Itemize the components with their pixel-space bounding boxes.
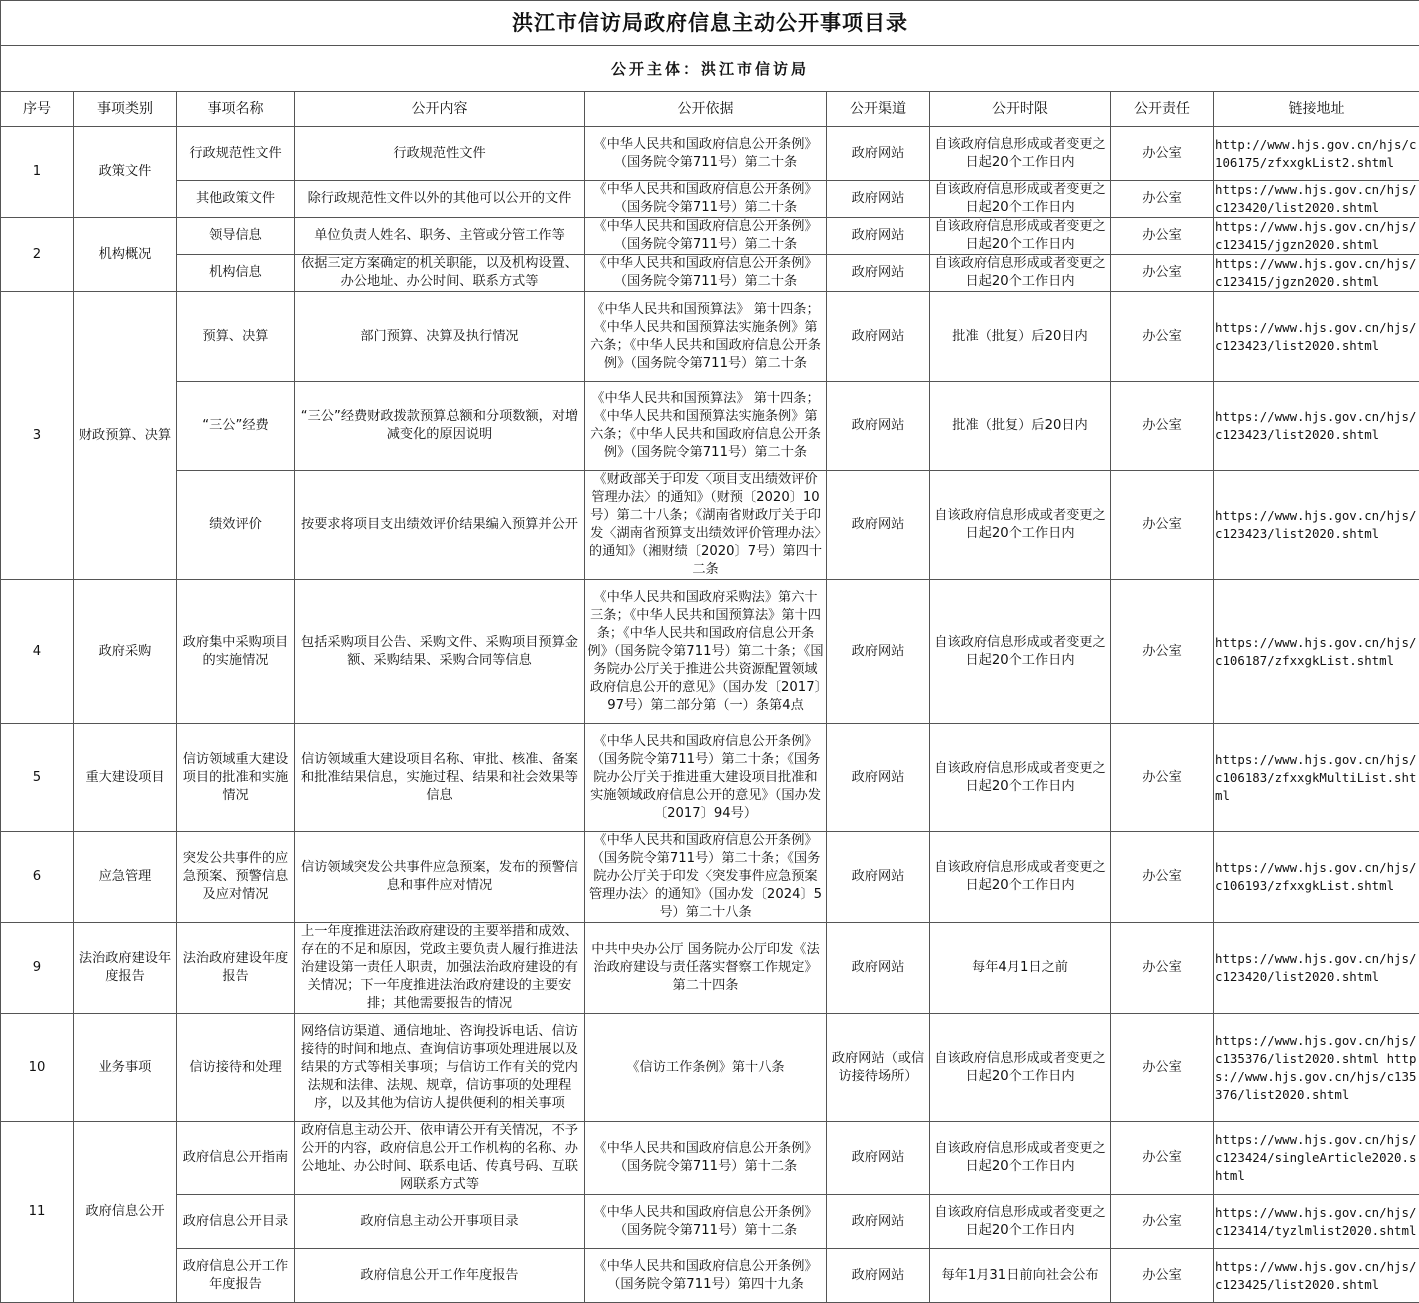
table-row [1,127,1419,181]
item-name: 政府信息公开目录 [177,1195,295,1249]
item-responsibility: 办公室 [1111,1249,1214,1303]
item-channel: 政府网站 [827,181,930,218]
item-responsibility: 办公室 [1111,1122,1214,1195]
item-responsibility: 办公室 [1111,1195,1214,1249]
item-channel: 政府网站 [827,580,930,724]
item-category: 业务事项 [74,1014,177,1122]
table-row [1,471,1419,580]
item-responsibility: 办公室 [1111,255,1214,292]
item-time-limit: 自该政府信息形成或者变更之日起20个工作日内 [930,832,1111,923]
item-content: 政府信息公开工作年度报告 [295,1249,585,1303]
item-time-limit: 自该政府信息形成或者变更之日起20个工作日内 [930,724,1111,832]
item-content: 信访领域重大建设项目名称、审批、核准、备案和批准结果信息，实施过程、结果和社会效果等信息 [295,724,585,832]
item-link[interactable]: https://www.hjs.gov.cn/hjs/c123423/list2020.shtml [1214,382,1419,471]
item-category: 政府采购 [74,580,177,724]
item-content: 除行政规范性文件以外的其他可以公开的文件 [295,181,585,218]
item-link[interactable]: https://www.hjs.gov.cn/hjs/c123420/list2020.shtml [1214,923,1419,1014]
item-basis: 中共中央办公厅 国务院办公厅印发《法治政府建设与责任落实督察工作规定》第二十四条 [585,923,827,1014]
item-link[interactable]: https://www.hjs.gov.cn/hjs/c123415/jgzn2020.shtml [1214,218,1419,255]
table-row [1,1014,1419,1122]
item-channel: 政府网站 [827,471,930,580]
item-time-limit: 每年4月1日之前 [930,923,1111,1014]
item-basis: 《中华人民共和国政府信息公开条例》（国务院令第711号）第四十九条 [585,1249,827,1303]
table-row [1,923,1419,1014]
table-row [1,580,1419,724]
item-basis: 《中华人民共和国政府信息公开条例》（国务院令第711号）第二十条 [585,255,827,292]
item-content: “三公”经费财政拨款预算总额和分项数额，对增减变化的原因说明 [295,382,585,471]
item-basis: 《中华人民共和国政府信息公开条例》（国务院令第711号）第二十条 [585,127,827,181]
item-time-limit: 批准（批复）后20日内 [930,382,1111,471]
item-name: 法治政府建设年度报告 [177,923,295,1014]
item-number: 1 [1,127,74,218]
item-name: 政府集中采购项目的实施情况 [177,580,295,724]
item-basis: 《中华人民共和国政府信息公开条例》（国务院令第711号）第十二条 [585,1195,827,1249]
item-name: 突发公共事件的应急预案、预警信息及应对情况 [177,832,295,923]
item-number: 2 [1,218,74,292]
item-basis: 《中华人民共和国政府信息公开条例》（国务院令第711号）第十二条 [585,1122,827,1195]
table-row [1,382,1419,471]
col-header-responsibility: 公开责任 [1111,92,1214,127]
item-time-limit: 自该政府信息形成或者变更之日起20个工作日内 [930,1195,1111,1249]
item-responsibility: 办公室 [1111,181,1214,218]
item-link[interactable]: https://www.hjs.gov.cn/hjs/c123420/list2020.shtml [1214,181,1419,218]
item-channel: 政府网站（或信访接待场所） [827,1014,930,1122]
col-header-link: 链接地址 [1214,92,1419,127]
item-name: 机构信息 [177,255,295,292]
item-name: 领导信息 [177,218,295,255]
item-number: 3 [1,292,74,580]
item-time-limit: 自该政府信息形成或者变更之日起20个工作日内 [930,471,1111,580]
item-content: 行政规范性文件 [295,127,585,181]
item-time-limit: 自该政府信息形成或者变更之日起20个工作日内 [930,127,1111,181]
item-link[interactable]: https://www.hjs.gov.cn/hjs/c106183/zfxxgkMultiList.shtml [1214,724,1419,832]
col-header-channel: 公开渠道 [827,92,930,127]
item-basis: 《中华人民共和国政府采购法》第六十三条；《中华人民共和国预算法》第十四条；《中华人民共和国政府信息公开条例》（国务院令第711号）第二十条；《国务院办公厅关于推进公共资源配置领域政府信息公开的意见》（国办发〔2017〕97号）第二部分第（一）条第4点 [585,580,827,724]
item-channel: 政府网站 [827,255,930,292]
item-time-limit: 每年1月31日前向社会公布 [930,1249,1111,1303]
item-content: 部门预算、决算及执行情况 [295,292,585,382]
item-category: 政策文件 [74,127,177,218]
item-number: 4 [1,580,74,724]
item-channel: 政府网站 [827,1249,930,1303]
item-responsibility: 办公室 [1111,471,1214,580]
item-link[interactable]: https://www.hjs.gov.cn/hjs/c123414/tyzlmlist2020.shtml [1214,1195,1419,1249]
table-row [1,218,1419,255]
item-responsibility: 办公室 [1111,127,1214,181]
item-basis: 《中华人民共和国预算法》 第十四条；《中华人民共和国预算法实施条例》第六条；《中华人民共和国政府信息公开条例》（国务院令第711号）第二十条 [585,292,827,382]
item-content: 包括采购项目公告、采购文件、采购项目预算金额、采购结果、采购合同等信息 [295,580,585,724]
table-row [1,724,1419,832]
header-row [1,92,1419,127]
item-number: 6 [1,832,74,923]
item-channel: 政府网站 [827,1195,930,1249]
item-time-limit: 自该政府信息形成或者变更之日起20个工作日内 [930,1122,1111,1195]
item-category: 应急管理 [74,832,177,923]
item-basis: 《中华人民共和国政府信息公开条例》（国务院令第711号）第二十条 [585,218,827,255]
item-time-limit: 批准（批复）后20日内 [930,292,1111,382]
item-basis: 《信访工作条例》第十八条 [585,1014,827,1122]
item-responsibility: 办公室 [1111,218,1214,255]
item-category: 重大建设项目 [74,724,177,832]
item-basis: 《财政部关于印发〈项目支出绩效评价管理办法〉的通知》（财预〔2020〕10号）第二十八条；《湖南省财政厅关于印发〈湖南省预算支出绩效评价管理办法〉的通知》（湘财绩〔2020〕7号）第四十二条 [585,471,827,580]
item-category: 机构概况 [74,218,177,292]
item-responsibility: 办公室 [1111,1014,1214,1122]
item-responsibility: 办公室 [1111,382,1214,471]
item-basis: 《中华人民共和国政府信息公开条例》（国务院令第711号）第二十条 [585,181,827,218]
page-title: 洪江市信访局政府信息主动公开事项目录 [1,1,1419,46]
item-number: 5 [1,724,74,832]
item-link[interactable]: https://www.hjs.gov.cn/hjs/c123415/jgzn2020.shtml [1214,255,1419,292]
item-content: 信访领域突发公共事件应急预案，发布的预警信息和事件应对情况 [295,832,585,923]
item-category: 法治政府建设年度报告 [74,923,177,1014]
item-responsibility: 办公室 [1111,580,1214,724]
item-category: 政府信息公开 [74,1122,177,1303]
item-link[interactable]: https://www.hjs.gov.cn/hjs/c106193/zfxxgkList.shtml [1214,832,1419,923]
col-header-no: 序号 [1,92,74,127]
item-name: 信访领域重大建设项目的批准和实施情况 [177,724,295,832]
item-number: 9 [1,923,74,1014]
item-number: 11 [1,1122,74,1303]
item-content: 政府信息主动公开、依申请公开有关情况，不予公开的内容，政府信息公开工作机构的名称、办公地址、办公时间、联系电话、传真号码、互联网联系方式等 [295,1122,585,1195]
item-name: 政府信息公开工作年度报告 [177,1249,295,1303]
col-header-time-limit: 公开时限 [930,92,1111,127]
item-name: 预算、决算 [177,292,295,382]
item-time-limit: 自该政府信息形成或者变更之日起20个工作日内 [930,1014,1111,1122]
item-channel: 政府网站 [827,382,930,471]
item-channel: 政府网站 [827,127,930,181]
item-content: 按要求将项目支出绩效评价结果编入预算并公开 [295,471,585,580]
table-row [1,1122,1419,1195]
item-time-limit: 自该政府信息形成或者变更之日起20个工作日内 [930,218,1111,255]
item-link[interactable]: https://www.hjs.gov.cn/hjs/c123423/list2020.shtml [1214,292,1419,382]
item-channel: 政府网站 [827,292,930,382]
item-name: 政府信息公开指南 [177,1122,295,1195]
item-channel: 政府网站 [827,832,930,923]
item-name: 绩效评价 [177,471,295,580]
item-number: 10 [1,1014,74,1122]
item-channel: 政府网站 [827,724,930,832]
item-responsibility: 办公室 [1111,923,1214,1014]
item-content: 政府信息主动公开事项目录 [295,1195,585,1249]
item-link[interactable]: https://www.hjs.gov.cn/hjs/c123424/singleArticle2020.shtml [1214,1122,1419,1195]
item-link[interactable]: http://www.hjs.gov.cn/hjs/c106175/zfxxgkList2.shtml [1214,127,1419,181]
publisher-subtitle: 公开主体：洪江市信访局 [1,46,1419,92]
item-channel: 政府网站 [827,923,930,1014]
item-channel: 政府网站 [827,218,930,255]
table-row [1,1195,1419,1249]
item-name: 信访接待和处理 [177,1014,295,1122]
table-row [1,255,1419,292]
item-channel: 政府网站 [827,1122,930,1195]
item-time-limit: 自该政府信息形成或者变更之日起20个工作日内 [930,580,1111,724]
item-content: 上一年度推进法治政府建设的主要举措和成效、存在的不足和原因，党政主要负责人履行推进法治建设第一责任人职责，加强法治政府建设的有关情况；下一年度推进法治政府建设的主要安排；其他需要报告的情况 [295,923,585,1014]
item-basis: 《中华人民共和国预算法》 第十四条；《中华人民共和国预算法实施条例》第六条；《中华人民共和国政府信息公开条例》（国务院令第711号）第二十条 [585,382,827,471]
item-basis: 《中华人民共和国政府信息公开条例》（国务院令第711号）第二十条；《国务院办公厅关于印发〈突发事件应急预案管理办法〉的通知》（国办发〔2024〕5号）第二十八条 [585,832,827,923]
table-row [1,832,1419,923]
table-row [1,1249,1419,1303]
item-content: 单位负责人姓名、职务、主管或分管工作等 [295,218,585,255]
item-content: 网络信访渠道、通信地址、咨询投诉电话、信访接待的时间和地点、查询信访事项处理进展以及结果的方式等相关事项；与信访工作有关的党内法规和法律、法规、规章，信访事项的处理程序，以及其他为信访人提供便利的相关事项 [295,1014,585,1122]
item-responsibility: 办公室 [1111,292,1214,382]
col-header-basis: 公开依据 [585,92,827,127]
item-time-limit: 自该政府信息形成或者变更之日起20个工作日内 [930,181,1111,218]
table-row [1,181,1419,218]
item-time-limit: 自该政府信息形成或者变更之日起20个工作日内 [930,255,1111,292]
item-link[interactable]: https://www.hjs.gov.cn/hjs/c123423/list2020.shtml [1214,471,1419,580]
item-category: 财政预算、决算 [74,292,177,580]
item-name: 其他政策文件 [177,181,295,218]
table-row [1,292,1419,382]
item-name: 行政规范性文件 [177,127,295,181]
item-responsibility: 办公室 [1111,832,1214,923]
item-responsibility: 办公室 [1111,724,1214,832]
item-content: 依据三定方案确定的机关职能，以及机构设置、办公地址、办公时间、联系方式等 [295,255,585,292]
item-basis: 《中华人民共和国政府信息公开条例》（国务院令第711号）第二十条；《国务院办公厅关于推进重大建设项目批准和实施领域政府信息公开的意见》（国办发〔2017〕94号） [585,724,827,832]
item-link[interactable]: https://www.hjs.gov.cn/hjs/c106187/zfxxgkList.shtml [1214,580,1419,724]
item-link[interactable]: https://www.hjs.gov.cn/hjs/c123425/list2020.shtml [1214,1249,1419,1303]
item-link[interactable]: https://www.hjs.gov.cn/hjs/c135376/list2020.shtml https://www.hjs.gov.cn/hjs/c135376/list2020.shtml [1214,1014,1419,1122]
col-header-category: 事项类别 [74,92,177,127]
item-name: “三公”经费 [177,382,295,471]
col-header-name: 事项名称 [177,92,295,127]
col-header-content: 公开内容 [295,92,585,127]
